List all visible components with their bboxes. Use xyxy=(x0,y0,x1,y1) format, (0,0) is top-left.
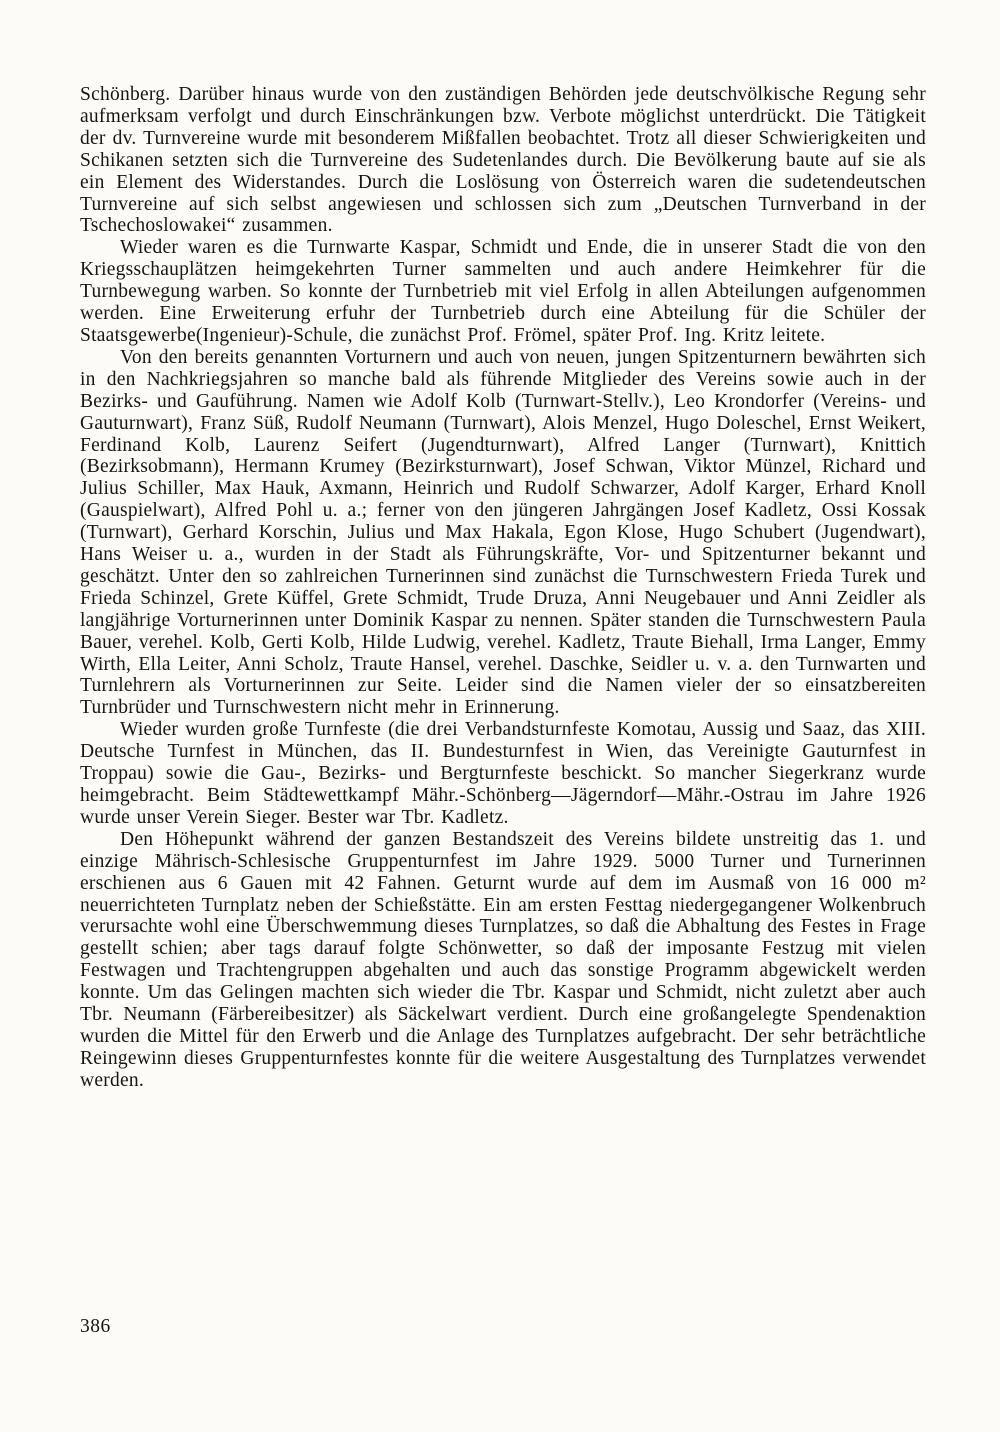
page-number: 386 xyxy=(80,1316,111,1337)
paragraph-5: Den Höhepunkt während der ganzen Bestandszeit des Vereins bildete unstreitig das 1. und einzige Mährisch-Schlesische Gruppenturnfest im Jahre 1929. 5000 Turner und Turnerinnen erschienen aus 6 Gauen mit 42 Fahnen. Geturnt wurde auf dem im Ausmaß von 16 000 m² neuerrichteten Turnplatz neben der Schießstätte. Ein am ersten Festtag niedergegangener Wolkenbruch verursachte wohl eine Überschwemmung dieses Turnplatzes, so daß die Abhaltung des Festes in Frage gestellt schien; aber tags darauf folgte Schönwetter, so daß der imposante Festzug mit vielen Festwagen und Trachtengruppen abgehalten und auch das sonstige Programm abgewickelt werden konnte. Um das Gelingen machten sich wieder die Tbr. Kaspar und Schmidt, nicht zuletzt aber auch Tbr. Neumann (Färbereibesitzer) als Säckelwart verdient. Durch eine großangelegte Spendenaktion wurden die Mittel für den Erwerb und die Anlage des Turnplatzes aufgebracht. Der sehr beträchtliche Reingewinn dieses Gruppenturnfestes konnte für die weitere Ausgestaltung des Turnplatzes verwendet werden. xyxy=(80,828,926,1091)
paragraph-4: Wieder wurden große Turnfeste (die drei Verbandsturnfeste Komotau, Aussig und Saaz, das XIII. Deutsche Turnfest in München, das II. Bundesturnfest in Wien, das Vereinigte Gauturnfest in Troppau) sowie die Gau-, Bezirks- und Bergturnfeste beschickt. So mancher Siegerkranz wurde heimgebracht. Beim Städtewettkampf Mähr.-Schönberg—Jägerndorf—Mähr.-Ostrau im Jahre 1926 wurde unser Verein Sieger. Bester war Tbr. Kadletz. xyxy=(80,719,926,828)
paragraph-3: Von den bereits genannten Vorturnern und auch von neuen, jungen Spitzenturnern bewährten sich in den Nachkriegsjahren so manche bald als führende Mitglieder des Vereins sowie auch in der Bezirks- und Gauführung. Namen wie Adolf Kolb (Turnwart-Stellv.), Leo Krondorfer (Vereins- und Gauturnwart), Franz Süß, Rudolf Neumann (Turnwart), Alois Menzel, Hugo Doleschel, Ernst Weikert, Ferdinand Kolb, Laurenz Seifert (Jugendturnwart), Alfred Langer (Turnwart), Knittich (Bezirksobmann), Hermann Krumey (Bezirksturnwart), Josef Schwan, Viktor Münzel, Richard und Julius Schiller, Max Hauk, Axmann, Heinrich und Rudolf Schwarzer, Adolf Karger, Erhard Knoll (Gauspielwart), Alfred Pohl u. a.; ferner von den jüngeren Jahrgängen Josef Kadletz, Ossi Kossak (Turnwart), Gerhard Korschin, Julius und Max Hakala, Egon Klose, Hugo Schubert (Jugendwart), Hans Weiser u. a., wurden in der Stadt als Führungskräfte, Vor- und Spitzenturner bekannt und geschätzt. Unter den so zahlreichen Turnerinnen sind zunächst die Turnschwestern Frieda Turek und Frieda Schinzel, Grete Küffel, Grete Schmidt, Trude Druza, Anni Neugebauer und Anni Zeidler als langjährige Vorturnerinnen unter Dominik Kaspar zu nennen. Später standen die Turnschwestern Paula Bauer, verehel. Kolb, Gerti Kolb, Hilde Ludwig, verehel. Kadletz, Traute Biehall, Irma Langer, Emmy Wirth, Ella Leiter, Anni Scholz, Traute Hansel, verehel. Daschke, Seidler u. v. a. den Turnwarten und Turnlehrern als Vorturnerinnen zur Seite. Leider sind die Namen vieler der so einsatzbereiten Turnbrüder und Turnschwestern nicht mehr in Erinnerung. xyxy=(80,346,926,719)
body-text xyxy=(80,84,926,1092)
paragraph-1: Schönberg. Darüber hinaus wurde von den zuständigen Behörden jede deutschvölkische Regung sehr aufmerksam verfolgt und durch Einschränkungen bzw. Verbote möglichst unterdrückt. Die Tätigkeit der dv. Turnvereine wurde mit besonderem Mißfallen beobachtet. Trotz all dieser Schwierigkeiten und Schikanen setzten sich die Turnvereine des Sudetenlandes durch. Die Bevölkerung baute auf sie als ein Element des Widerstandes. Durch die Loslösung von Österreich waren die sudetendeutschen Turnvereine auf sich selbst angewiesen und schlossen sich zum „Deutschen Turnverband in der Tschechoslowakei“ zusammen. xyxy=(80,84,926,237)
paragraph-2: Wieder waren es die Turnwarte Kaspar, Schmidt und Ende, die in unserer Stadt die von den Kriegsschauplätzen heimgekehrten Turner sammelten und auch andere Heimkehrer für die Turnbewegung warben. So konnte der Turnbetrieb mit viel Erfolg in allen Abteilungen aufgenommen werden. Eine Erweiterung erfuhr der Turnbetrieb durch eine Abteilung für die Schüler der Staatsgewerbe(Ingenieur)-Schule, die zunächst Prof. Frömel, später Prof. Ing. Kritz leitete. xyxy=(80,237,926,346)
